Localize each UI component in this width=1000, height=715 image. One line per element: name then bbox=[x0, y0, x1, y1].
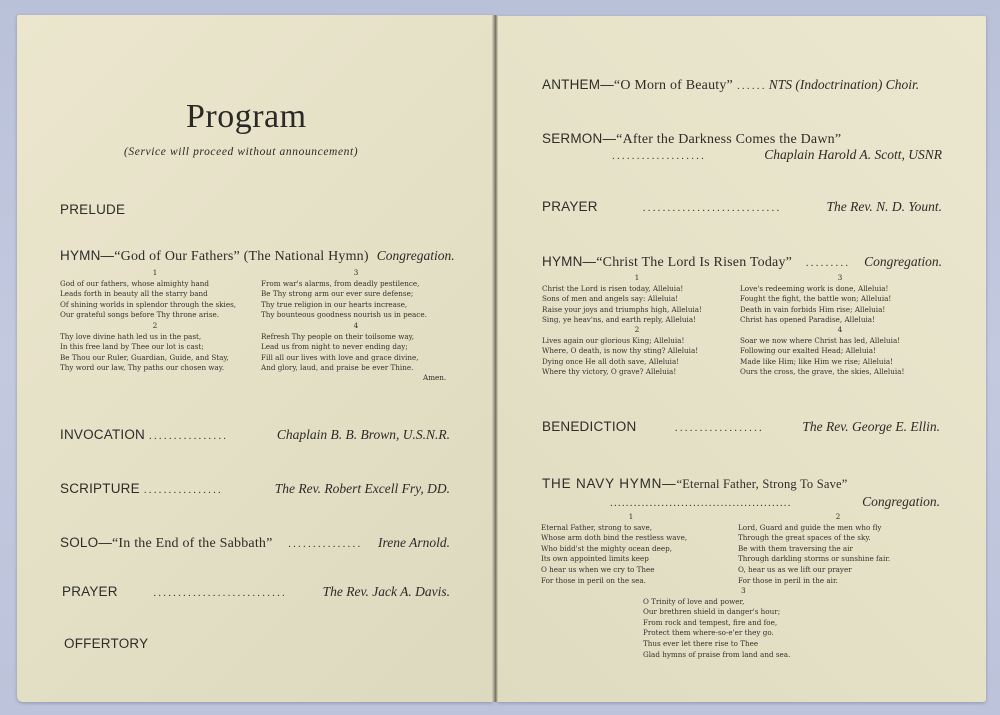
hymn2-verse-3: 3 Love's redeeming work is done, Alleluia! Fought the fight, the battle won; Alleluia! Death in vain forbids Him rise; Alleluia! Christ has opened Paradise, Alleluia! bbox=[740, 273, 892, 325]
scripture-performer: The Rev. Robert Excell Fry, DD. bbox=[274, 481, 450, 496]
hymn1-title: “God of Our Fathers” (The National Hymn) bbox=[114, 249, 369, 264]
navy-hymn-heading bbox=[542, 475, 848, 493]
booklet-spine bbox=[492, 15, 498, 702]
anthem-performer: NTS (Indoctrination) Choir. bbox=[768, 77, 920, 92]
scripture-leader-dots: ................ bbox=[143, 484, 224, 496]
invocation-label: INVOCATION bbox=[60, 427, 146, 442]
prayer-label-left: PRAYER bbox=[62, 584, 118, 599]
scripture-label: SCRIPTURE bbox=[60, 481, 140, 496]
hymn1-label: HYMN— bbox=[60, 248, 115, 263]
solo-label: SOLO— bbox=[60, 535, 113, 550]
solo-title: “In the End of the Sabbath” bbox=[112, 536, 273, 551]
hymn2-verse-4: 4 Soar we now where Christ has led, Alleluia! Following our exalted Head; Alleluia! Made like Him; like Him we rise; Alleluia! Ours the cross, the grave, the skies, Alleluia! bbox=[740, 325, 905, 377]
prayer-performer-left: The Rev. Jack A. Davis. bbox=[322, 584, 450, 599]
hymn2-performer: Congregation. bbox=[864, 254, 942, 269]
hymn1-performer: Congregation. bbox=[376, 248, 455, 263]
hymn2-verse-1: 1 Christ the Lord is risen today, Alleluia! Sons of men and angels say: Alleluia! Raise your joys and triumphs high, Alleluia! Sing, ye heav'ns, and earth reply, Alleluia! bbox=[542, 273, 702, 325]
prayer-performer-right: The Rev. N. D. Yount. bbox=[826, 199, 942, 214]
sermon-title: “After the Darkness Comes the Dawn” bbox=[616, 132, 842, 147]
solo-leader-dots: ............... bbox=[288, 538, 363, 550]
prayer-leader-dots-left: ........................... bbox=[153, 587, 288, 599]
sermon-leader-dots: ................... bbox=[612, 150, 707, 162]
program-title: Program bbox=[186, 98, 307, 135]
program-subtitle: (Service will proceed without announcement) bbox=[124, 146, 359, 158]
benediction-leader-dots: .................. bbox=[674, 422, 764, 434]
hymn2-label: HYMN— bbox=[542, 254, 597, 269]
hymn2-title: “Christ The Lord Is Risen Today” bbox=[596, 255, 793, 270]
benediction-label: BENEDICTION bbox=[542, 419, 637, 434]
prayer-label-right: PRAYER bbox=[542, 199, 598, 214]
hymn2-verse-2: 2 Lives again our glorious King; Alleluia! Where, O death, is now thy sting? Alleluia! Dying once He all doth save, Alleluia! Where thy victory, O grave? Alleluia! bbox=[542, 325, 699, 377]
navy-hymn-leader-dots: .............................................. bbox=[610, 497, 792, 509]
anthem-row bbox=[542, 77, 942, 94]
anthem-leader-dots: ...... bbox=[736, 80, 767, 92]
anthem-label: ANTHEM— bbox=[542, 77, 614, 92]
sermon-performer-row bbox=[608, 147, 942, 163]
hymn1-heading bbox=[60, 248, 455, 265]
navy-hymn-title: “Eternal Father, Strong To Save” bbox=[676, 477, 848, 491]
navy-hymn-performer-row bbox=[606, 494, 940, 510]
hymn2-leader-dots: ......... bbox=[805, 257, 851, 269]
invocation-performer: Chaplain B. B. Brown, U.S.N.R. bbox=[276, 427, 450, 442]
navy-hymn-verse-1: 1 Eternal Father, strong to save, Whose arm doth bind the restless wave, Who bidd'st the mighty ocean deep, Its own appointed limits keep O hear us when we cry to Thee For those in peril on the sea. bbox=[541, 512, 688, 585]
invocation-leader-dots: ................ bbox=[149, 430, 229, 442]
prayer-leader-dots-right: ............................ bbox=[642, 202, 782, 214]
benediction-performer: The Rev. George E. Ellin. bbox=[802, 419, 940, 434]
solo-performer: Irene Arnold. bbox=[378, 535, 450, 550]
anthem-title: “O Morn of Beauty” bbox=[613, 78, 733, 93]
benediction-row bbox=[542, 419, 940, 435]
scripture-row bbox=[60, 481, 450, 497]
hymn1-verse-2: 2 Thy love divine hath led us in the past, In this free land by Thee our lot is cast; Be Thou our Ruler, Guardian, Guide, and Stay, Thy word our law, Thy paths our chosen way. bbox=[60, 321, 229, 373]
solo-row bbox=[60, 535, 450, 552]
hymn1-verse-3: 3 From war's alarms, from deadly pestilence, Be Thy strong arm our ever sure defense; Thy true religion in our hearts increase, Thy bounteous goodness nourish us in peace. bbox=[261, 268, 427, 320]
prayer-row-left bbox=[62, 584, 450, 600]
hymn2-heading bbox=[542, 254, 942, 271]
navy-hymn-label: THE NAVY HYMN— bbox=[542, 476, 677, 491]
sermon-performer: Chaplain Harold A. Scott, USNR bbox=[764, 147, 942, 162]
navy-hymn-verse-2: 2 Lord, Guard and guide the men who fly Through the great spaces of the sky. Be with them traversing the air Through darkling storms or sunshine fair. O, hear us as we lift our prayer For those in peril in the air. bbox=[738, 512, 891, 585]
hymn1-verse-4: 4 Refresh Thy people on their toilsome way, Lead us from night to never ending day; Fill all our lives with love and grace divine, And glory, laud, and praise be ever Thine. bbox=[261, 321, 419, 373]
sermon-heading bbox=[542, 130, 841, 148]
navy-hymn-verse-3: 3 O Trinity of love and power, Our brethren shield in danger's hour; From rock and tempest, fire and foe, Protect them where-so-e'er they go. Thus ever let there rise to Thee Glad hymns of praise from land and sea. bbox=[643, 586, 791, 659]
navy-hymn-performer: Congregation. bbox=[862, 494, 940, 509]
hymn1-verse-1: 1 God of our fathers, whose almighty hand Leads forth in beauty all the starry band Of shining worlds in splendor through the skies, Our grateful songs before Thy throne arise. bbox=[60, 268, 237, 320]
offertory-heading: OFFERTORY bbox=[64, 636, 149, 651]
hymn1-amen: Amen. bbox=[423, 373, 447, 382]
sermon-label: SERMON— bbox=[542, 131, 617, 146]
prayer-row-right bbox=[542, 199, 942, 215]
invocation-row bbox=[60, 427, 450, 443]
prelude-heading: PRELUDE bbox=[60, 202, 126, 217]
